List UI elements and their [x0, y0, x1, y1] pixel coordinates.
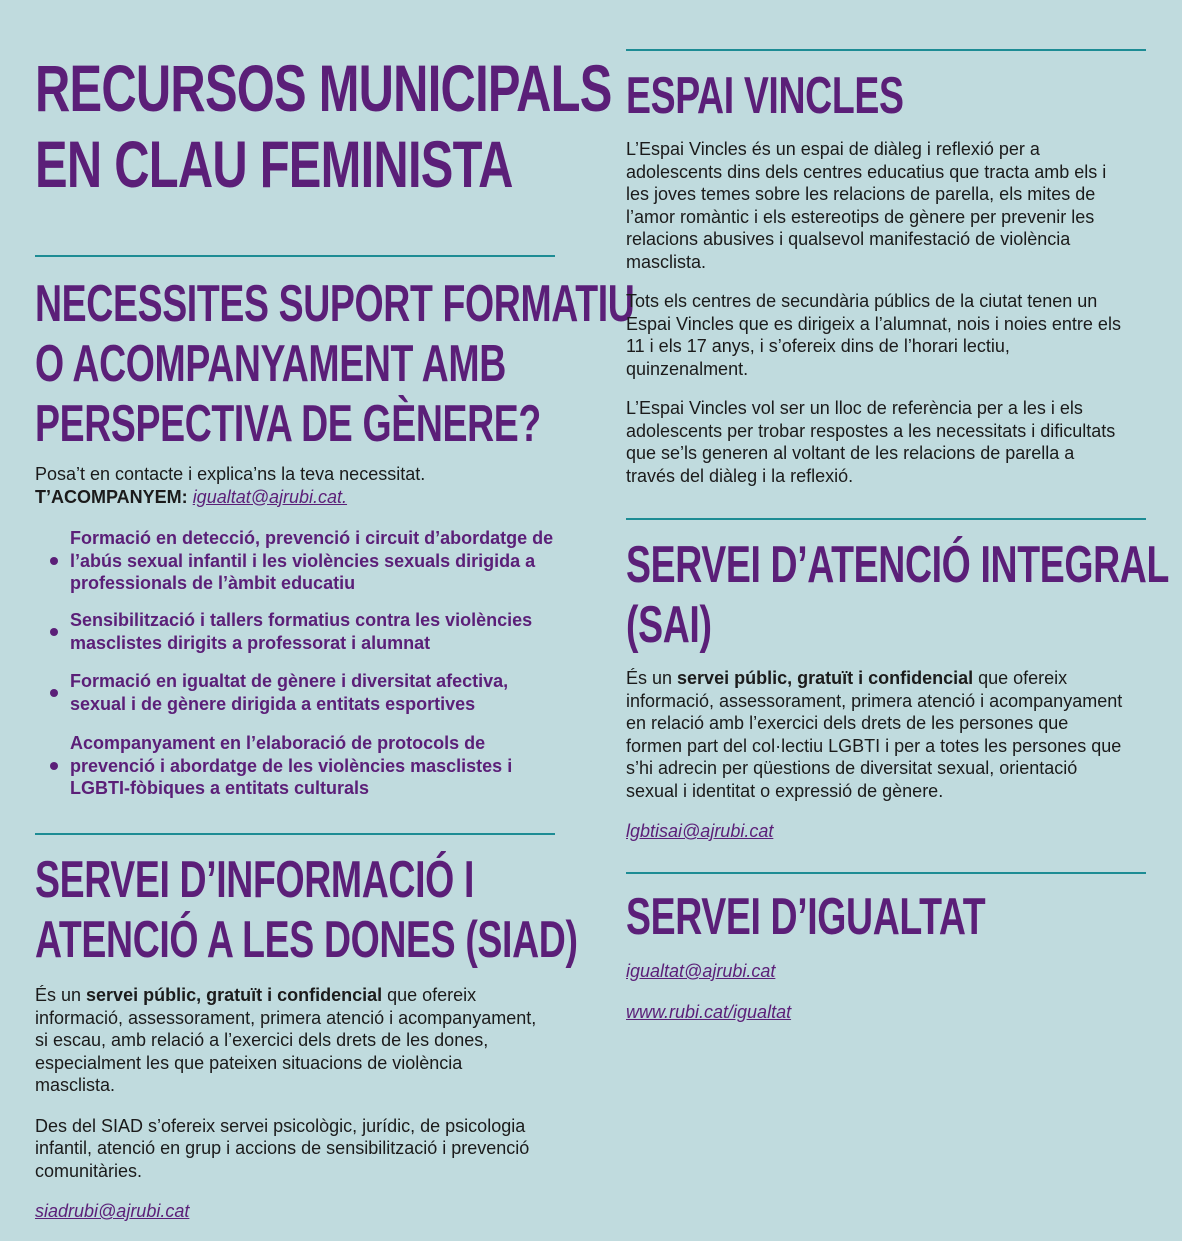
list-item	[35, 527, 555, 595]
sai-body	[626, 667, 1128, 843]
sai-heading-line-2: (SAI)	[626, 596, 712, 654]
bullet-icon	[50, 762, 58, 770]
vincles-heading-text: ESPAI VINCLES	[626, 67, 904, 125]
bullet-icon	[50, 689, 58, 697]
igualtat-body	[626, 960, 1126, 1023]
sai-heading	[626, 535, 1182, 655]
support-heading-line-1: NECESSITES SUPORT FORMATIU	[35, 275, 635, 333]
sai-email-link[interactable]: lgbtisai@ajrubi.cat	[626, 821, 774, 841]
divider	[626, 518, 1146, 520]
siad-heading-line-1: SERVEI D’INFORMACIÓ I	[35, 851, 474, 909]
igualtat-heading	[626, 887, 1182, 947]
page-title-line-1: RECURSOS MUNICIPALS	[35, 51, 612, 125]
list-item-text: Formació en igualtat de gènere i diversitat afectiva, sexual i de gènere dirigida a entitats esportives	[70, 671, 509, 714]
divider	[626, 49, 1146, 51]
support-heading-line-2: O ACOMPANYAMENT AMB	[35, 335, 506, 393]
page-title-line-2: EN CLAU FEMINISTA	[35, 127, 513, 201]
support-email-link[interactable]: igualtat@ajrubi.cat.	[192, 486, 348, 507]
list-item-text: Acompanyament en l’elaboració de protocols de prevenció i abordatge de les violències masclistes i LGBTI-fòbiques a entitats culturals	[70, 733, 513, 799]
bullet-icon	[50, 628, 58, 636]
siad-paragraph-2: Des del SIAD s’ofereix servei psicològic, jurídic, de psicologia infantil, atenció en grup i accions de sensibilització i prevenció comunitàries.	[35, 1115, 530, 1181]
siad-body	[35, 984, 547, 1223]
list-item	[35, 609, 555, 654]
support-heading-line-3: PERSPECTIVA DE GÈNERE?	[35, 395, 541, 453]
list-item-text: Formació en detecció, prevenció i circuit d’abordatge de l’abús sexual infantil i les violències sexuals dirigida a professionals de l’àmbit educatiu	[70, 528, 554, 594]
list-item	[35, 732, 555, 800]
bullet-icon	[50, 557, 58, 565]
list-item-text: Sensibilització i tallers formatius contra les violències masclistes dirigits a professorat i alumnat	[70, 610, 533, 653]
divider	[626, 872, 1146, 874]
siad-heading-line-2: ATENCIÓ A LES DONES (SIAD)	[35, 911, 578, 969]
accompany-label: T’ACOMPANYEM:	[35, 486, 188, 507]
divider	[35, 255, 555, 257]
igualtat-heading-text: SERVEI D’IGUALTAT	[626, 888, 986, 946]
support-list	[35, 527, 555, 800]
igualtat-email-link[interactable]: igualtat@ajrubi.cat	[626, 961, 776, 981]
sai-paragraph-1: És un servei públic, gratuït i confidencial que ofereix informació, assessorament, primera atenció i acompanyament en relació amb l’exercici dels drets de les persones que formen part del col·lectiu LGBTI i per a totes les persones que s’hi adrecin per qüestions de diversitat sexual, orientació sexual i identitat o expressió de gènere.	[626, 668, 1123, 801]
sai-heading-line-1: SERVEI D’ATENCIÓ INTEGRAL	[626, 536, 1169, 594]
igualtat-web-link[interactable]: www.rubi.cat/igualtat	[626, 1001, 792, 1022]
list-item	[35, 670, 555, 715]
vincles-heading	[626, 66, 1182, 126]
divider	[35, 833, 555, 835]
vincles-body	[626, 138, 1126, 487]
support-intro-text: Posa’t en contacte i explica’ns la teva necessitat.	[35, 464, 426, 484]
siad-paragraph-1: És un servei públic, gratuït i confidencial que ofereix informació, assessorament, primera atenció i acompanyament, si escau, amb relació a l’exercici dels drets de les dones, especialment les que pateixen situacions de violència masclista.	[35, 985, 537, 1095]
vincles-paragraph-2: Tots els centres de secundària públics de la ciutat tenen un Espai Vincles que es dirigeix a l’alumnat, nois i noies entre els 11 i els 17 anys, i s’ofereix dins de l’horari lectiu, quinzenalment.	[626, 291, 1121, 379]
support-intro	[35, 463, 555, 508]
vincles-paragraph-1: L’Espai Vincles és un espai de diàleg i reflexió per a adolescents dins dels centres educatius que tracta amb els i les joves temes sobre les relacions de parella, els mites de l’amor romàntic i els estereotips de gènere per prevenir les relacions abusives i qualsevol manifestació de violència masclista.	[626, 139, 1107, 272]
siad-email-link[interactable]: siadrubi@ajrubi.cat	[35, 1201, 190, 1221]
vincles-paragraph-3: L’Espai Vincles vol ser un lloc de referència per a les i els adolescents per trobar respostes a les necessitats i dificultats que se’ls generen al voltant de les relacions de parella a través del diàleg i la reflexió.	[626, 398, 1116, 486]
